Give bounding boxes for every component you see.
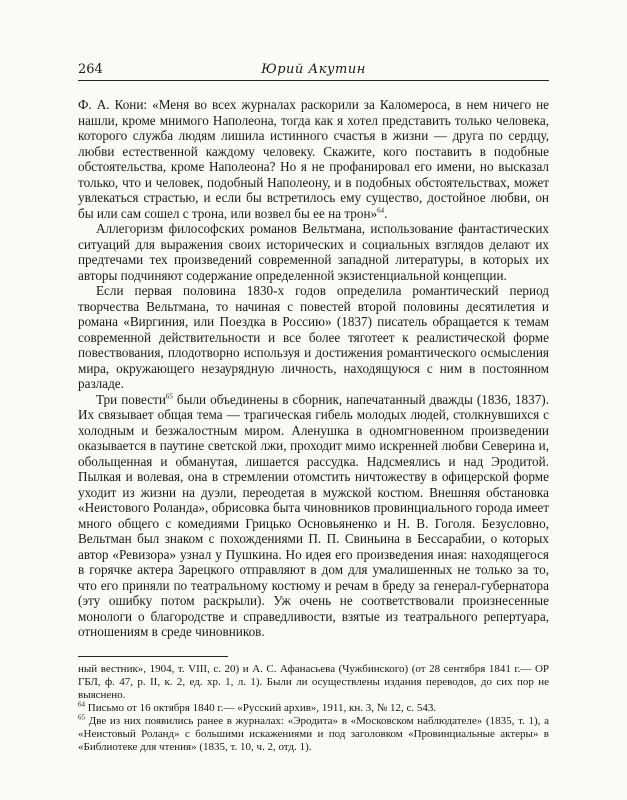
footnote-number-64: 64 <box>78 699 85 708</box>
paragraph-koni-quote <box>78 97 549 221</box>
book-page <box>78 58 549 754</box>
footnote-64 <box>78 699 549 715</box>
paragraph-allegorism: Аллегоризм философских романов Вельтмана, использование фантастических ситуаций для выражения своих исторических и социальных взглядов делают их предтечами тех произведений современной западной литературы, в которых их авторы подчиняют содержание определенной экзистенциальной концепции. <box>78 221 549 283</box>
footnote-ref-64: 64 <box>377 206 385 215</box>
footnote-text: Две из них появились ранее в журналах: «Эродита» в «Московском наблюдателе» (1835, т. 1), а «Неистовый Роланд» с большими искажениями и под заголовком «Провинциальные актеры» в «Библиотеке для чтения» (1835, т. 10, ч. 2, отд. 1). <box>78 714 549 753</box>
footnote-text: Письмо от 16 октября 1840 г.— «Русский архив», 1911, кн. 3, № 12, с. 543. <box>85 701 437 714</box>
footnote-divider <box>78 656 228 657</box>
paragraph-text: Ф. А. Кони: «Меня во всех журналах раскорили за Каломероса, в нем ничего не нашли, кроме мнимого Наполеона, тогда как я хотел представить только человека, которого служба людям лишила истинного счастья в жизни — друга по сердцу, любви естественной каждому человеку. Скажите, кого поставить в подобные обстоятельства, кроме Наполеона? Но я не профанировал его имени, но высказал только, что и человек, подобный Наполеону, и в подобных обстоятельствах, может увлекаться страстью, и если бы встретилось ему существо, достойное любви, он бы или сам сошел с трона, или возвел бы ее на трон» <box>78 97 549 221</box>
page-number: 264 <box>78 62 103 77</box>
footnote-ref-65: 65 <box>165 392 173 401</box>
footnote-continuation: ный вестник», 1904, т. VIII, с. 20) и А. С. Афанасьева (Чужбинского) (от 28 сентября 1841 г.— ОР ГБЛ, ф. 47, р. II, к. 2, ед. хр. 1, л. 1). Были ли осуществлены издания переводов, до сих пор не выяснено. <box>78 662 549 701</box>
footnotes <box>78 663 549 754</box>
body-text <box>78 97 549 640</box>
footnote-number-65: 65 <box>78 712 85 721</box>
paragraph-romantic-period: Если первая половина 1830-х годов определила романтический период творчества Вельтмана, то начиная с повестей второй половины десятилетия и романа «Виргиния, или Поездка в Россию» (1837) писатель обращается к темам современной действительности и все более тяготеет к реалистической форме повествования, плодотворно используя и достижения романтического осмысления мира, окружающего незаурядную личность, находящуюся с ним в постоянном разладе. <box>78 283 549 391</box>
paragraph-text: Три повести <box>96 391 166 407</box>
running-head <box>78 58 549 81</box>
paragraph-text-cont: были объединены в сборник, напечатанный дважды (1836, 1837). Их связывает общая тема — трагическая гибель молодых людей, столкнувшихся с холодным и безжалостным миром. Аленушка в одномгновенном произведении оказывается в паутине светской лжи, проходит мимо искренней любви Северина и, обольщенная и обманутая, лишается рассудка. Надсмеялись и над Эродитой. Пылкая и волевая, она в стремлении отомстить ничтожеству в офицерской форме уходит из жизни на дуэли, переодетая в мужской костюм. Внешняя обстановка «Неистового Роланда», обрисовка быта чиновников провинциального города имеет много общего с комедиями Грицько Основьяненко и Н. В. Гоголя. Безусловно, Вельтман был знаком с похождениями П. П. Свиньина в Бессарабии, о которых автор «Ревизора» узнал у Пушкина. Но идея его произведения иная: находящегося в горячке актера Зарецкого отправляют в дом для умалишенных не только за то, что его приняли по театральному костюму и речам в бреду за генерал-губернатора (эту ошибку потом раскрыли). Уж очень не соответствовали произнесенные монологи о благородстве и справедливости, взятые из театрального репертуара, отношениям в среде чиновников. <box>78 391 549 639</box>
paragraph-text-end: . <box>384 205 388 221</box>
running-title: Юрий Акутин <box>261 62 366 77</box>
paragraph-three-stories <box>78 392 549 640</box>
footnote-65 <box>78 712 549 754</box>
